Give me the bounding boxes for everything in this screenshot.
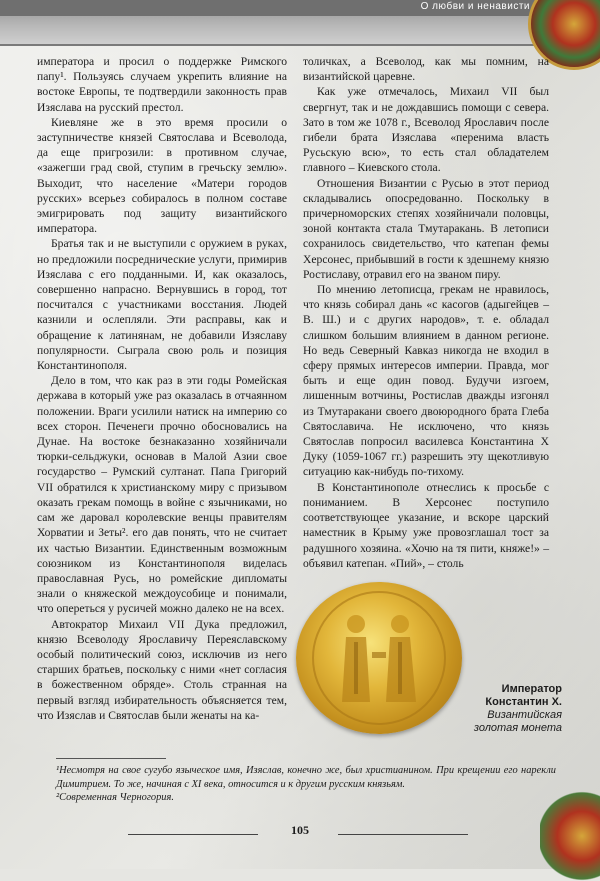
coin-figures-icon — [296, 582, 462, 734]
footnotes — [56, 764, 556, 805]
footnote: ¹Несмотря на свое сугубо языческое имя, Изяслав, конечно же, был христианином. При крещении его нарекли Димитрием. То же, начиная с XI века, относится и к другим русским князьям. — [56, 765, 556, 790]
caption-line: Константин Х. — [485, 696, 562, 708]
right-paragraph: Отношения Византии с Русью в этот период складывались опосредованно. Поскольку в причерноморских степях хозяйничали половцы, зоной контакта стала Тмутаракань. В летописи сохранилось свидетельство, что катепан фемы Херсонес, прибывший в гости к здешнему князю Ростиславу, отравил его на званом пиру. — [303, 176, 549, 281]
right-paragraph: По мнению летописца, грекам не нравилось, что князь собирал дань «с касогов (адыгейцев – В. Ш.) и с других народов», т. е. обладал слишком большим влиянием в данном регионе. Но ведь Северный Кавказ никогда не входил в сферу прямых интересов империи. Правда, мог быть и еще один повод. Будучи изгоем, лишенным вотчины, Ростислав дважды изгонял из Тмутаракани своего двоюродного брата Глеба Святославича. Не исключено, что князь Святослав попросил василевса Константина Х Дуку (1059-1067 гг.) разрешить эту щекотливую ситуацию как-нибудь по-тихому. — [303, 283, 549, 479]
right-paragraph: толичках, а Всеволод, как мы помним, на византийской царевне. — [303, 55, 549, 84]
left-paragraph: императора и просил о поддержке Римского папу¹. Пользуясь случаем укрепить влияние на востоке Европы, те подтвердили законность прав Изяслава на русский престол. — [37, 55, 287, 114]
left-paragraph: Братья так и не выступили с оружием в руках, но предложили посреднические услуги, примирив Изяслава с его подданными. И, как оказалось, совершенно напрасно. Вернувшись в город, тот посчитался с участниками восстания. Людей казнили и ослепляли. Эти расправы, как и обращение к латинянам, не добавили Изяславу популярности. Сыграла свою роль и позиция Константинополя. — [37, 237, 287, 373]
corner-ornament-bottom — [540, 791, 600, 881]
right-paragraph: В Константинополе отнеслись к просьбе с пониманием. В Херсонес поступило соответствующее указание, и вскоре царский наместник в Крыму уже провозглашал тост за радушного хозяина. «Хочю на тя пити, княже!» – объявил катепан. «Пий», – столь — [303, 480, 549, 570]
page-number: 105 — [291, 823, 309, 837]
header-band — [0, 0, 600, 46]
caption-line: золотая монета — [473, 722, 562, 734]
footnote-divider — [56, 758, 166, 759]
footnote: ²Современная Черногория. — [56, 792, 174, 803]
caption-line: Византийская — [487, 709, 562, 721]
running-title: О любви и ненависти — [420, 1, 530, 12]
image-caption — [452, 683, 562, 735]
left-paragraph: Дело в том, что как раз в эти годы Ромейская держава в который уже раз оказалась в отчаянном положении. Враги усилили натиск на империю со всех сторон. Печенеги прочно обосновались на Дунае. На востоке безнаказанно хозяйничали тюрки-сельджуки, основав в Малой Азии свое государство – Румский султанат. Папа Григорий VII обратился к христианскому миру с призывом оказать грекам помощь в войне с язычниками, но сам же даровал королевские венцы правителям Хорватии и Зеты². его дав понять, что не считает их частью Византии. Единственным возможным союзником из Константинополя виделась православная Русь, но ромейские дипломаты знали о княжеской междоусобице и понимали, что опереться у русичей можно далеко не на всех. — [37, 374, 287, 616]
left-paragraph: Автократор Михаил VII Дука предложил, князю Всеволоду Ярославичу Переяславскому особый политический союз, исключив из него старших братьев, поскольку с ними «нет согласия в божественном обряде». Столь странная на первый взгляд избирательность объясняется тем, что Изяслав и Святослав были женаты на ка- — [37, 617, 287, 722]
left-paragraph: Киевляне же в это время просили о заступничестве князей Святослава и Всеволода, да еще пригрозили: в противном случае, «зажегши град свой, ступим в гречьску землю». Выходит, что население «Матери городов русских» всерьез собиралось в полном составе эмигрировать под защиту византийского императора. — [37, 115, 287, 236]
right-column — [303, 54, 549, 571]
right-paragraph: Как уже отмечалось, Михаил VII был свергнут, так и не дождавшись помощи с севера. Зато в том же 1078 г., Всеволод Ярославич после гибели брата Изяслава «перенима власть Русьскую всю», то есть стал обладателем главного – Киевского стола. — [303, 85, 549, 175]
gold-coin-image — [296, 582, 462, 734]
caption-line: Император — [501, 683, 562, 695]
left-column — [37, 54, 287, 723]
